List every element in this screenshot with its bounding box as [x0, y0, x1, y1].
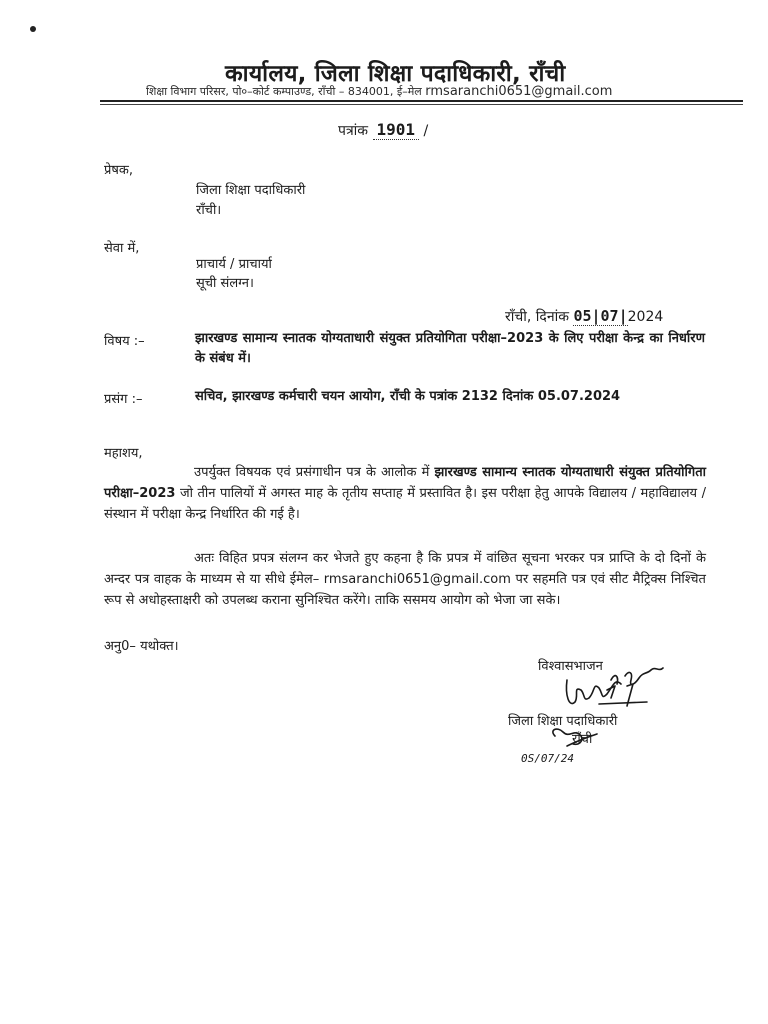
date-handwritten: 05|07| — [573, 307, 628, 325]
para2-email: rmsaranchi0651@gmail.com — [323, 572, 511, 587]
recipient-label: सेवा में, — [104, 241, 140, 256]
para1-exam-name: झारखण्ड सामान्य स्नातक योग्यताधारी संयुक्त प्रतियोगिता परीक्षा–2023 — [104, 465, 706, 501]
para2-part1: अतः विहित प्रपत्र संलग्न कर भेजते हुए कहना है कि प्रपत्र में वांछित सूचना भरकर पत्र प्राप्ति के दो दिनों के अन्दर पत्र वाहक के माध्यम से या सीधे ईमेल– — [104, 551, 706, 587]
header-rule — [100, 100, 743, 102]
signatory-designation: जिला शिक्षा पदाधिकारी — [508, 714, 618, 729]
office-address — [146, 84, 612, 99]
header-rule-thin — [100, 104, 743, 105]
svg-text:0S/07/24: 0S/07/24 — [521, 752, 574, 765]
sender-line-1: जिला शिक्षा पदाधिकारी — [196, 183, 306, 198]
recipient-line-2: सूची संलग्न। — [196, 276, 254, 291]
enclosure — [104, 636, 179, 654]
letter-date — [505, 307, 663, 326]
subject-label: विषय :– — [104, 334, 145, 349]
letter-number-label: पत्रांक — [338, 123, 369, 139]
letter-number-suffix: / — [423, 123, 429, 139]
signatory-place: राँची — [572, 732, 593, 747]
salutation: महाशय, — [104, 446, 143, 461]
date-prefix: राँची, दिनांक — [505, 309, 569, 325]
reference-label: प्रसंग :– — [104, 392, 143, 407]
sender-line-2: राँची। — [196, 203, 222, 218]
para2-part2: पर सहमति पत्र एवं सीट मैट्रिक्स निश्चित रूप से अधोहस्ताक्षरी को उपलब्ध कराना सुनिश्चित करेंगे। ताकि ससमय आयोग को भेजा जा सके। — [104, 572, 706, 608]
body-paragraph-1 — [104, 462, 706, 525]
office-title: कार्यालय, जिला शिक्षा पदाधिकारी, राँची — [225, 61, 566, 87]
date-year: 2024 — [627, 309, 664, 325]
margin-dot — [30, 26, 36, 32]
letter-number — [338, 120, 428, 140]
body-paragraph-2 — [104, 548, 706, 611]
address-text: शिक्षा विभाग परिसर, पो०–कोर्ट कम्पाउण्ड, राँची – 834001, ई–मेल — [146, 85, 422, 98]
enclosure-label: अनु0– — [104, 639, 136, 654]
letter-number-value: 1901 — [373, 120, 420, 140]
para1-part1: उपर्युक्त विषयक एवं प्रसंगाधीन पत्र के आलोक में — [194, 465, 430, 480]
subject-text: झारखण्ड सामान्य स्नातक योग्यताधारी संयुक्त प्रतियोगिता परीक्षा–2023 के लिए परीक्षा केन्द्र का निर्धारण के संबंध में। — [195, 331, 705, 366]
closing-yours-faithfully: विश्वासभाजन — [538, 659, 603, 674]
header-email: rmsaranchi0651@gmail.com — [425, 84, 613, 99]
recipient-line-1: प्राचार्य / प्राचार्या — [196, 257, 272, 272]
reference-text: सचिव, झारखण्ड कर्मचारी चयन आयोग, राँची के पत्रांक 2132 दिनांक 05.07.2024 — [195, 389, 621, 404]
handwritten-signature — [515, 650, 675, 770]
para1-part2: जो तीन पालियों में अगस्त माह के तृतीय सप्ताह में प्रस्तावित है। इस परीक्षा हेतु आपके विद्यालय / महाविद्यालय / संस्थान में परीक्षा केन्द्र निर्धारित की गई है। — [104, 486, 706, 522]
enclosure-text: यथोक्त। — [140, 639, 179, 654]
sender-label: प्रेषक, — [104, 163, 134, 178]
